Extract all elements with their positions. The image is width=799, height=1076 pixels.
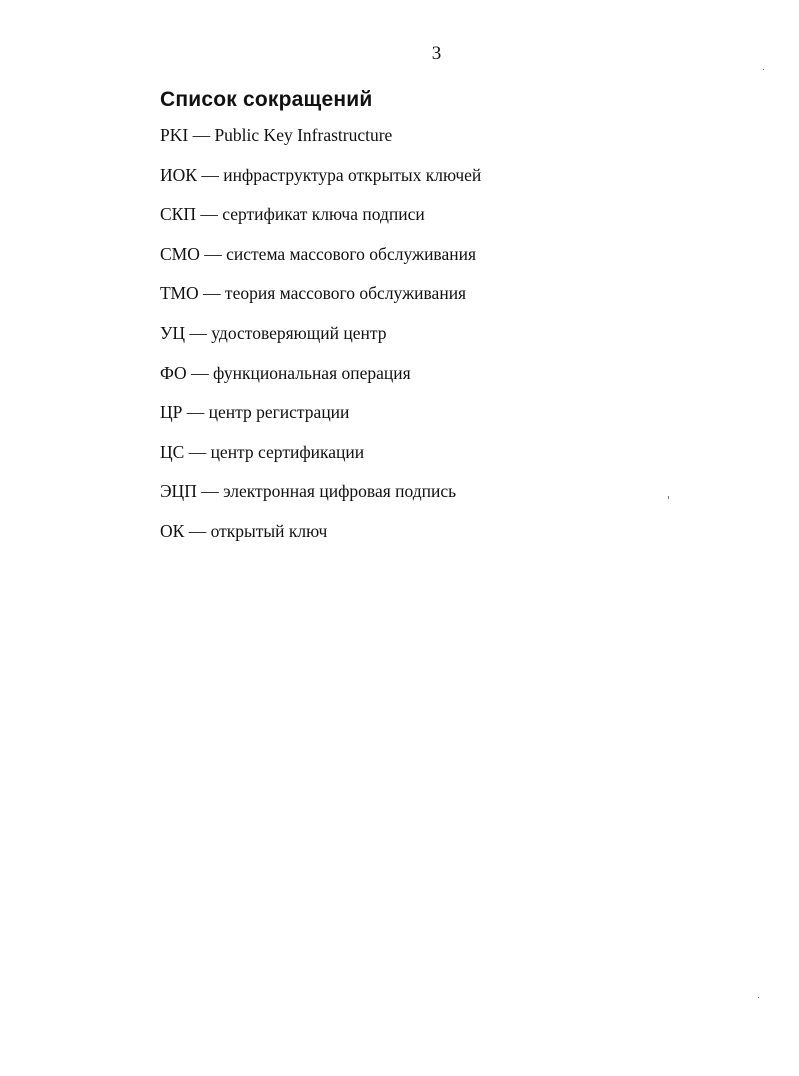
list-item: [160, 243, 481, 283]
list-item: [160, 480, 481, 520]
em-dash: —: [192, 125, 211, 145]
abbreviation-term: ЦС: [160, 441, 185, 462]
abbreviation-term: ТМО: [160, 283, 199, 304]
abbreviation-term: ИОК: [160, 164, 197, 185]
abbreviation-definition: сертификат ключа подписи: [222, 204, 425, 225]
list-item: [160, 124, 481, 164]
abbreviation-definition: теория массового обслуживания: [224, 283, 467, 304]
abbreviation-definition: система массового обслуживания: [226, 243, 477, 264]
abbreviation-term: ОК: [160, 520, 185, 541]
em-dash: —: [186, 402, 205, 423]
abbreviation-list: [160, 124, 481, 560]
list-item: [160, 322, 481, 362]
list-item: [160, 282, 481, 322]
abbreviation-term: СКП: [160, 204, 196, 225]
em-dash: —: [203, 283, 221, 304]
abbreviation-definition: центр регистрации: [208, 402, 350, 423]
abbreviation-term: УЦ: [160, 322, 186, 343]
list-item: [160, 441, 481, 481]
abbreviation-term: PKI: [160, 125, 189, 145]
page-title: Список сокращений: [160, 88, 373, 111]
abbreviation-definition: Public Key Infrastructure: [214, 125, 393, 145]
list-item: [160, 401, 481, 441]
scan-speck: [668, 496, 669, 499]
abbreviation-definition: открытый ключ: [210, 520, 328, 541]
em-dash: —: [191, 362, 209, 383]
em-dash: —: [200, 204, 218, 225]
abbreviation-definition: инфраструктура открытых ключей: [223, 164, 482, 185]
scan-speck: [763, 69, 764, 70]
abbreviation-term: ФО: [160, 362, 187, 383]
page-number: 3: [431, 43, 442, 64]
list-item: [160, 362, 481, 402]
list-item: [160, 520, 481, 560]
em-dash: —: [204, 243, 222, 264]
em-dash: —: [188, 441, 207, 462]
abbreviation-term: СМО: [160, 243, 200, 264]
em-dash: —: [188, 520, 207, 541]
em-dash: —: [201, 481, 219, 502]
abbreviation-definition: функциональная операция: [212, 362, 411, 383]
list-item: [160, 164, 481, 204]
abbreviation-definition: удостоверяющий центр: [211, 322, 387, 343]
scan-speck: [758, 997, 759, 998]
em-dash: —: [189, 322, 207, 343]
abbreviation-definition: электронная цифровая подпись: [223, 481, 457, 502]
list-item: [160, 203, 481, 243]
abbreviation-term: ЭЦП: [160, 481, 197, 502]
abbreviation-term: ЦР: [160, 402, 183, 423]
abbreviation-definition: центр сертификации: [210, 441, 365, 462]
em-dash: —: [201, 164, 219, 185]
